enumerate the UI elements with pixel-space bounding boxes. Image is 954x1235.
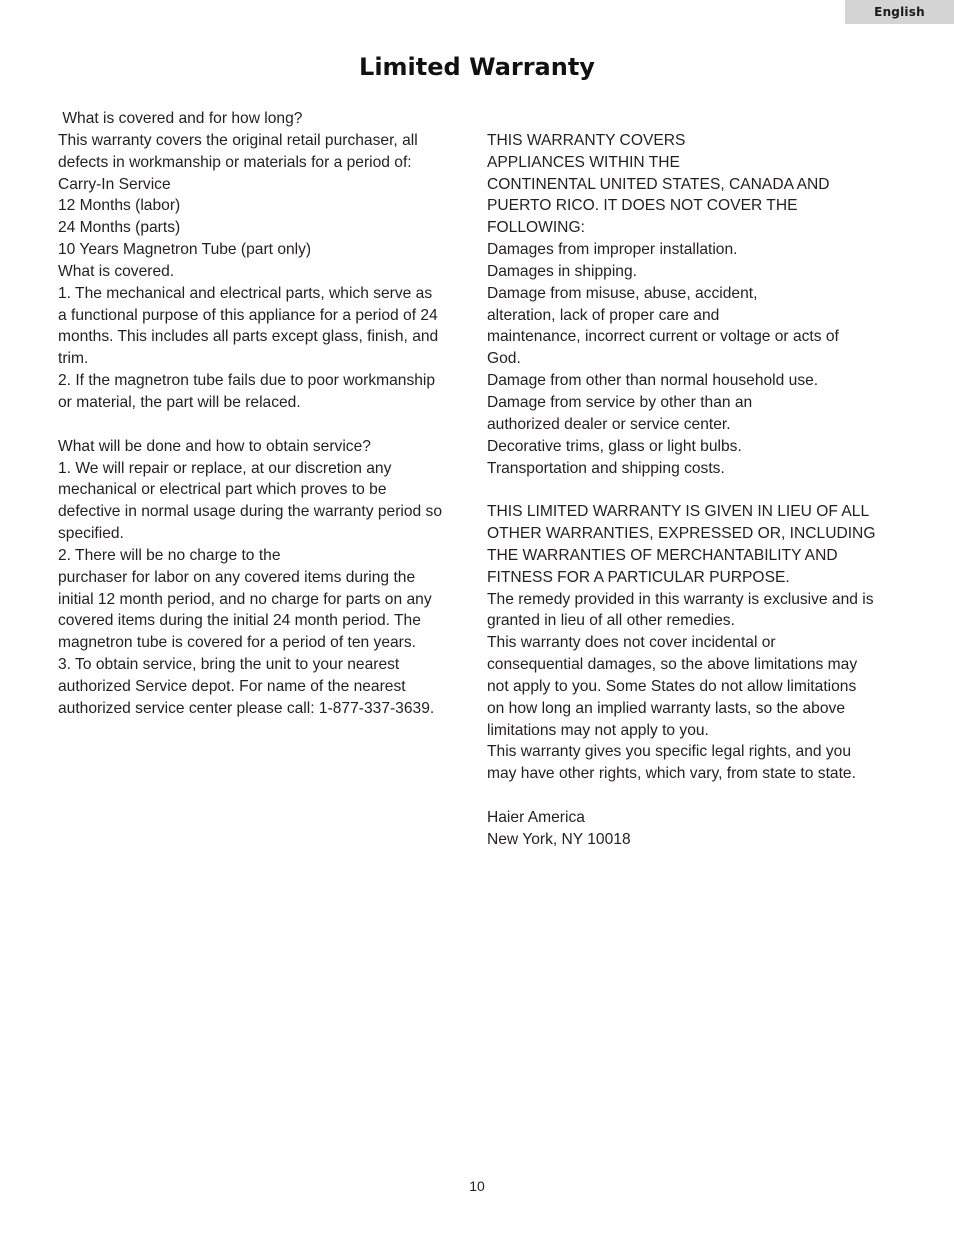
text-line: magnetron tube is covered for a period of ten years. bbox=[58, 634, 416, 652]
text-line: THIS LIMITED WARRANTY IS GIVEN IN LIEU OF ALL bbox=[487, 503, 870, 521]
text-line: God. bbox=[487, 350, 521, 368]
text-line: 24 Months (parts) bbox=[58, 219, 181, 237]
page-title: Limited Warranty bbox=[359, 53, 595, 81]
text-line: What is covered and for how long? bbox=[58, 110, 303, 127]
text-line: alteration, lack of proper care and bbox=[487, 306, 720, 324]
company-address: New York, NY 10018 bbox=[487, 830, 631, 848]
text-line: limitations may not apply to you. bbox=[487, 721, 709, 739]
text-line: Transportation and shipping costs. bbox=[487, 459, 725, 477]
text-line: Damages from improper installation. bbox=[487, 241, 738, 259]
text-line: What will be done and how to obtain service? bbox=[58, 437, 371, 455]
text-line: 2. There will be no charge to the bbox=[58, 546, 281, 564]
blank-line bbox=[487, 479, 902, 501]
page-number: 10 bbox=[469, 1178, 485, 1194]
text-line: covered items during the initial 24 month period. The bbox=[58, 612, 421, 630]
text-line: purchaser for labor on any covered items during the bbox=[58, 568, 416, 586]
text-line: APPLIANCES WITHIN THE bbox=[487, 153, 680, 171]
language-tab: English bbox=[845, 0, 954, 24]
blank-line bbox=[487, 108, 902, 130]
text-line: THE WARRANTIES OF MERCHANTABILITY AND bbox=[487, 546, 838, 564]
text-line: defects in workmanship or materials for a period of: bbox=[58, 153, 412, 171]
text-line: 1. We will repair or replace, at our discretion any bbox=[58, 459, 392, 477]
text-line: FITNESS FOR A PARTICULAR PURPOSE. bbox=[487, 568, 790, 586]
text-line: PUERTO RICO. IT DOES NOT COVER THE bbox=[487, 197, 798, 215]
text-line: The remedy provided in this warranty is exclusive and is bbox=[487, 590, 874, 608]
company-name: Haier America bbox=[487, 809, 585, 826]
text-line: authorized dealer or service center. bbox=[487, 415, 731, 433]
text-line: consequential damages, so the above limitations may bbox=[487, 656, 858, 674]
text-line: 12 Months (labor) bbox=[58, 197, 181, 215]
text-line: may have other rights, which vary, from state to state. bbox=[487, 765, 856, 783]
text-line: trim. bbox=[58, 350, 89, 368]
text-line: What is covered. bbox=[58, 262, 175, 280]
text-line: Damage from other than normal household use. bbox=[487, 372, 819, 390]
text-line: authorized Service depot. For name of the nearest bbox=[58, 677, 406, 695]
text-line: Damage from misuse, abuse, accident, bbox=[487, 284, 758, 302]
text-line: maintenance, incorrect current or voltage or acts of bbox=[487, 328, 839, 346]
text-line: specified. bbox=[58, 525, 124, 543]
text-line: Damages in shipping. bbox=[487, 262, 637, 280]
text-line: Carry-In Service bbox=[58, 175, 171, 193]
text-line: 3. To obtain service, bring the unit to your nearest bbox=[58, 656, 400, 674]
text-line: months. This includes all parts except glass, finish, and bbox=[58, 328, 439, 346]
blank-line bbox=[487, 785, 902, 807]
blank-line bbox=[58, 414, 473, 436]
text-line: 2. If the magnetron tube fails due to poor workmanship bbox=[58, 372, 436, 390]
text-line: or material, the part will be relaced. bbox=[58, 393, 301, 411]
text-line: Decorative trims, glass or light bulbs. bbox=[487, 437, 742, 455]
text-line: not apply to you. Some States do not allow limitations bbox=[487, 677, 857, 695]
text-line: authorized service center please call: 1-877-337-3639. bbox=[58, 699, 435, 717]
text-line: This warranty gives you specific legal rights, and you bbox=[487, 743, 852, 761]
text-line: THIS WARRANTY COVERS bbox=[487, 131, 686, 149]
text-line: initial 12 month period, and no charge for parts on any bbox=[58, 590, 432, 608]
warranty-left-column bbox=[58, 108, 473, 720]
text-line: on how long an implied warranty lasts, so the above bbox=[487, 699, 845, 717]
text-line: defective in normal usage during the warranty period so bbox=[58, 503, 442, 521]
text-line: CONTINENTAL UNITED STATES, CANADA AND bbox=[487, 175, 830, 193]
warranty-right-column bbox=[487, 108, 902, 851]
text-line: a functional purpose of this appliance for a period of 24 bbox=[58, 306, 438, 324]
text-line: Damage from service by other than an bbox=[487, 393, 753, 411]
text-line: This warranty does not cover incidental or bbox=[487, 634, 776, 652]
text-line: 10 Years Magnetron Tube (part only) bbox=[58, 241, 312, 259]
text-line: This warranty covers the original retail purchaser, all bbox=[58, 131, 418, 149]
text-line: granted in lieu of all other remedies. bbox=[487, 612, 735, 630]
text-line: FOLLOWING: bbox=[487, 219, 585, 237]
text-line: OTHER WARRANTIES, EXPRESSED OR, INCLUDING bbox=[487, 525, 876, 543]
text-line: mechanical or electrical part which proves to be bbox=[58, 481, 387, 499]
text-line: 1. The mechanical and electrical parts, which serve as bbox=[58, 284, 433, 302]
